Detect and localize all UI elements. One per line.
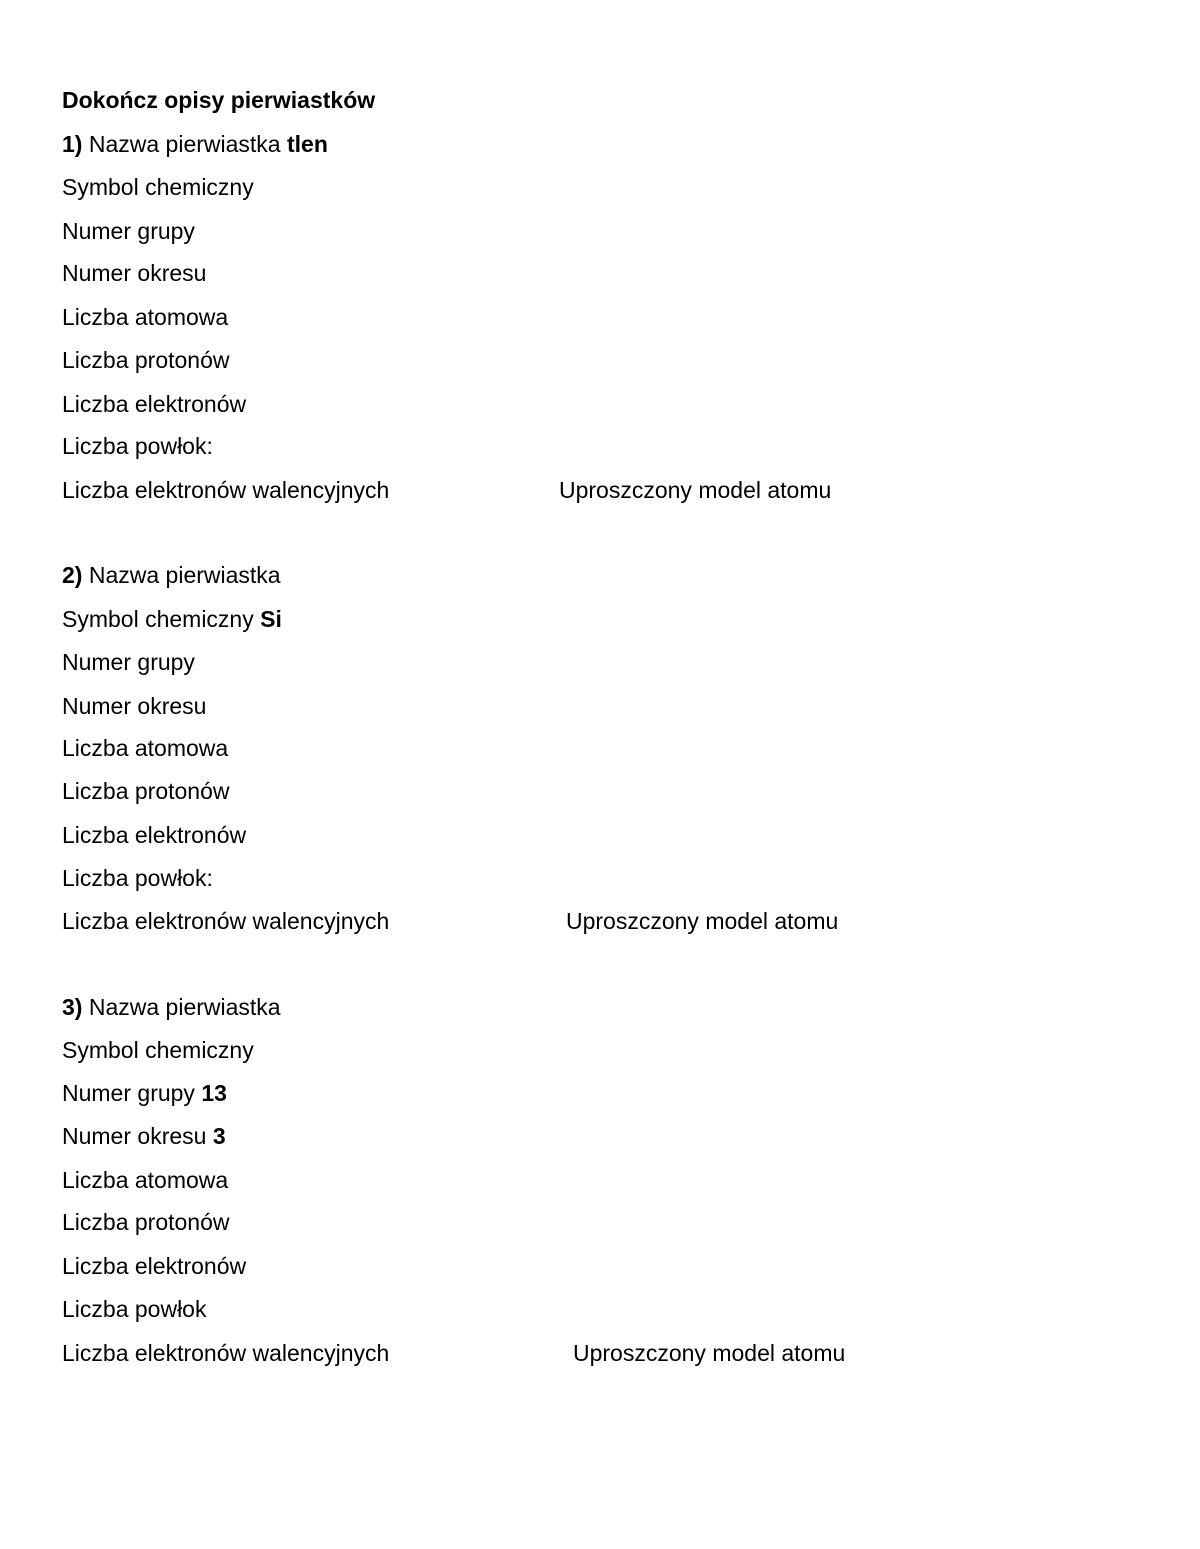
element-3-name-row — [62, 993, 281, 1021]
element-3-atomic-number-label: Liczba atomowa — [62, 1167, 229, 1193]
element-3-symbol-label: Symbol chemiczny — [62, 1037, 254, 1063]
element-1-atomic-number-label: Liczba atomowa — [62, 304, 229, 330]
element-1-number: 1) — [62, 131, 83, 157]
element-2-name-row — [62, 561, 281, 589]
element-3-electrons-label: Liczba elektronów — [62, 1253, 247, 1279]
element-3-group-value: 13 — [201, 1080, 227, 1106]
element-2-group-label: Numer grupy — [62, 649, 195, 675]
element-2-valence-label: Liczba elektronów walencyjnych — [62, 908, 390, 934]
element-1-period-label: Numer okresu — [62, 260, 207, 286]
element-3-model-label: Uproszczony model atomu — [573, 1340, 846, 1366]
element-2-symbol-row — [62, 605, 282, 633]
element-1-group-label: Numer grupy — [62, 218, 195, 244]
element-2-number: 2) — [62, 562, 83, 588]
element-2-period-label: Numer okresu — [62, 693, 207, 719]
element-1-symbol-row — [62, 173, 254, 201]
element-2-group-row — [62, 648, 195, 676]
element-2-name-label: Nazwa pierwiastka — [88, 562, 281, 588]
element-3-group-label: Numer grupy — [62, 1080, 195, 1106]
element-1-model-label: Uproszczony model atomu — [559, 477, 832, 503]
element-2-period-row — [62, 692, 206, 720]
element-3-period-row — [62, 1122, 226, 1150]
element-2-shells-label: Liczba powłok: — [62, 865, 213, 891]
element-1-name-value: tlen — [286, 131, 328, 157]
element-1-name-label: Nazwa pierwiastka — [88, 131, 281, 157]
element-2-protons-label: Liczba protonów — [62, 778, 230, 804]
element-3-period-value: 3 — [212, 1123, 226, 1149]
element-1-shells-label: Liczba powłok: — [62, 433, 213, 459]
element-1-period-row — [62, 259, 206, 287]
element-3-protons-label: Liczba protonów — [62, 1209, 230, 1235]
element-1-name-row — [62, 130, 328, 158]
element-3-number: 3) — [62, 994, 83, 1020]
element-3-valence-label: Liczba elektronów walencyjnych — [62, 1340, 390, 1366]
element-1-valence-label: Liczba elektronów walencyjnych — [62, 477, 390, 503]
element-3-symbol-row — [62, 1036, 254, 1064]
element-1-protons-label: Liczba protonów — [62, 347, 230, 373]
element-1-group-row — [62, 217, 195, 245]
element-2-symbol-value: Si — [260, 606, 282, 632]
element-2-symbol-label: Symbol chemiczny — [62, 606, 254, 632]
element-3-shells-label: Liczba powłok — [62, 1296, 207, 1322]
worksheet-title: Dokończ opisy pierwiastków — [62, 87, 376, 113]
element-2-atomic-number-label: Liczba atomowa — [62, 735, 229, 761]
element-1-electrons-label: Liczba elektronów — [62, 391, 247, 417]
element-1-symbol-label: Symbol chemiczny — [62, 174, 254, 200]
element-3-period-label: Numer okresu — [62, 1123, 207, 1149]
element-3-name-label: Nazwa pierwiastka — [88, 994, 281, 1020]
element-2-electrons-label: Liczba elektronów — [62, 822, 247, 848]
element-3-group-row — [62, 1079, 227, 1107]
element-2-model-label: Uproszczony model atomu — [566, 908, 839, 934]
